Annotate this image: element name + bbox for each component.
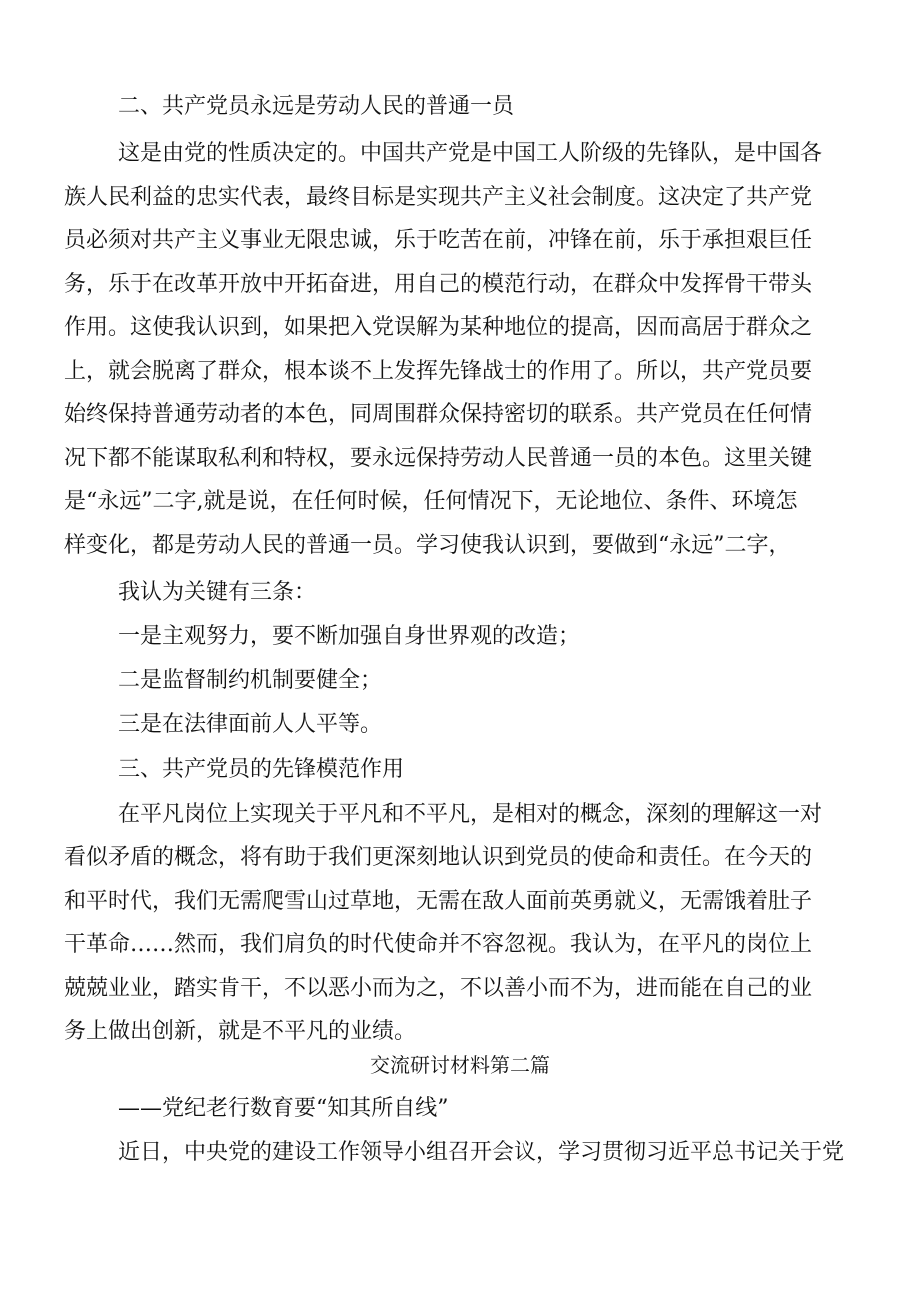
paragraph-line: 和平时代，我们无需爬雪山过草地，无需在敌人面前英勇就义，无需饿着肚子 (64, 889, 813, 914)
paragraph-line: 看似矛盾的概念，将有助于我们更深刻地认识到党员的使命和责任。在今天的 (64, 845, 813, 870)
paragraph-line: 作用。这使我认识到，如果把入党误解为某种地位的提高，因而高居于群众之 (64, 315, 813, 340)
paragraph-line: 员必须对共产主义事业无限忠诚，乐于吃苦在前，冲锋在前，乐于承担艰巨任 (64, 228, 813, 253)
key-point-item: 一是主观努力，要不断加强自身世界观的改造； (118, 624, 581, 649)
second-article-title: 交流研讨材料第二篇 (370, 1053, 550, 1077)
paragraph-line: 务上做出创新，就是不平凡的业绩。 (64, 1019, 417, 1044)
paragraph-line: 近日，中央党的建设工作领导小组召开会议，学习贯彻习近平总书记关于党 (118, 1140, 845, 1165)
key-points-intro: 我认为关键有三条： (118, 580, 317, 605)
paragraph-line: 始终保持普通劳动者的本色，同周围群众保持密切的联系。共产党员在任何情 (64, 402, 813, 427)
key-point-item: 三是在法律面前人人平等。 (118, 712, 383, 737)
paragraph-line: 在平凡岗位上实现关于平凡和不平凡，是相对的概念，深刻的理解这一对 (118, 802, 823, 827)
paragraph-line: 这是由党的性质决定的。中国共产党是中国工人阶级的先锋队，是中国各 (118, 141, 823, 166)
paragraph-line: 况下都不能谋取私利和特权，要永远保持劳动人民普通一员的本色。这里关键 (64, 446, 813, 471)
section-two-heading: 二、共产党员永远是劳动人民的普通一员 (118, 94, 515, 119)
paragraph-line: 兢兢业业，踏实肯干，不以恶小而为之，不以善小而不为，进而能在自己的业 (64, 976, 813, 1001)
paragraph-line: 族人民利益的忠实代表，最终目标是实现共产主义社会制度。这决定了共产党 (64, 185, 813, 210)
paragraph-line: 务，乐于在改革开放中开拓奋进，用自己的模范行动，在群众中发挥骨干带头 (64, 272, 813, 297)
paragraph-line: 样变化，都是劳动人民的普通一员。学习使我认识到，要做到“永远”二字， (64, 533, 791, 558)
key-point-item: 二是监督制约机制要健全； (118, 668, 383, 693)
paragraph-line: 干革命……然而，我们肩负的时代使命并不容忽视。我认为，在平凡的岗位上 (64, 932, 813, 957)
second-article-subtitle: ——党纪老行数育要“知其所自线” (118, 1096, 449, 1121)
section-three-heading: 三、共产党员的先锋模范作用 (118, 757, 405, 782)
paragraph-line: 上，就会脱离了群众，根本谈不上发挥先锋战士的作用了。所以，共产党员要 (64, 359, 813, 384)
paragraph-line: 是“永远”二字,就是说，在任何时候，任何情况下，无论地位、条件、环境怎 (64, 489, 798, 514)
